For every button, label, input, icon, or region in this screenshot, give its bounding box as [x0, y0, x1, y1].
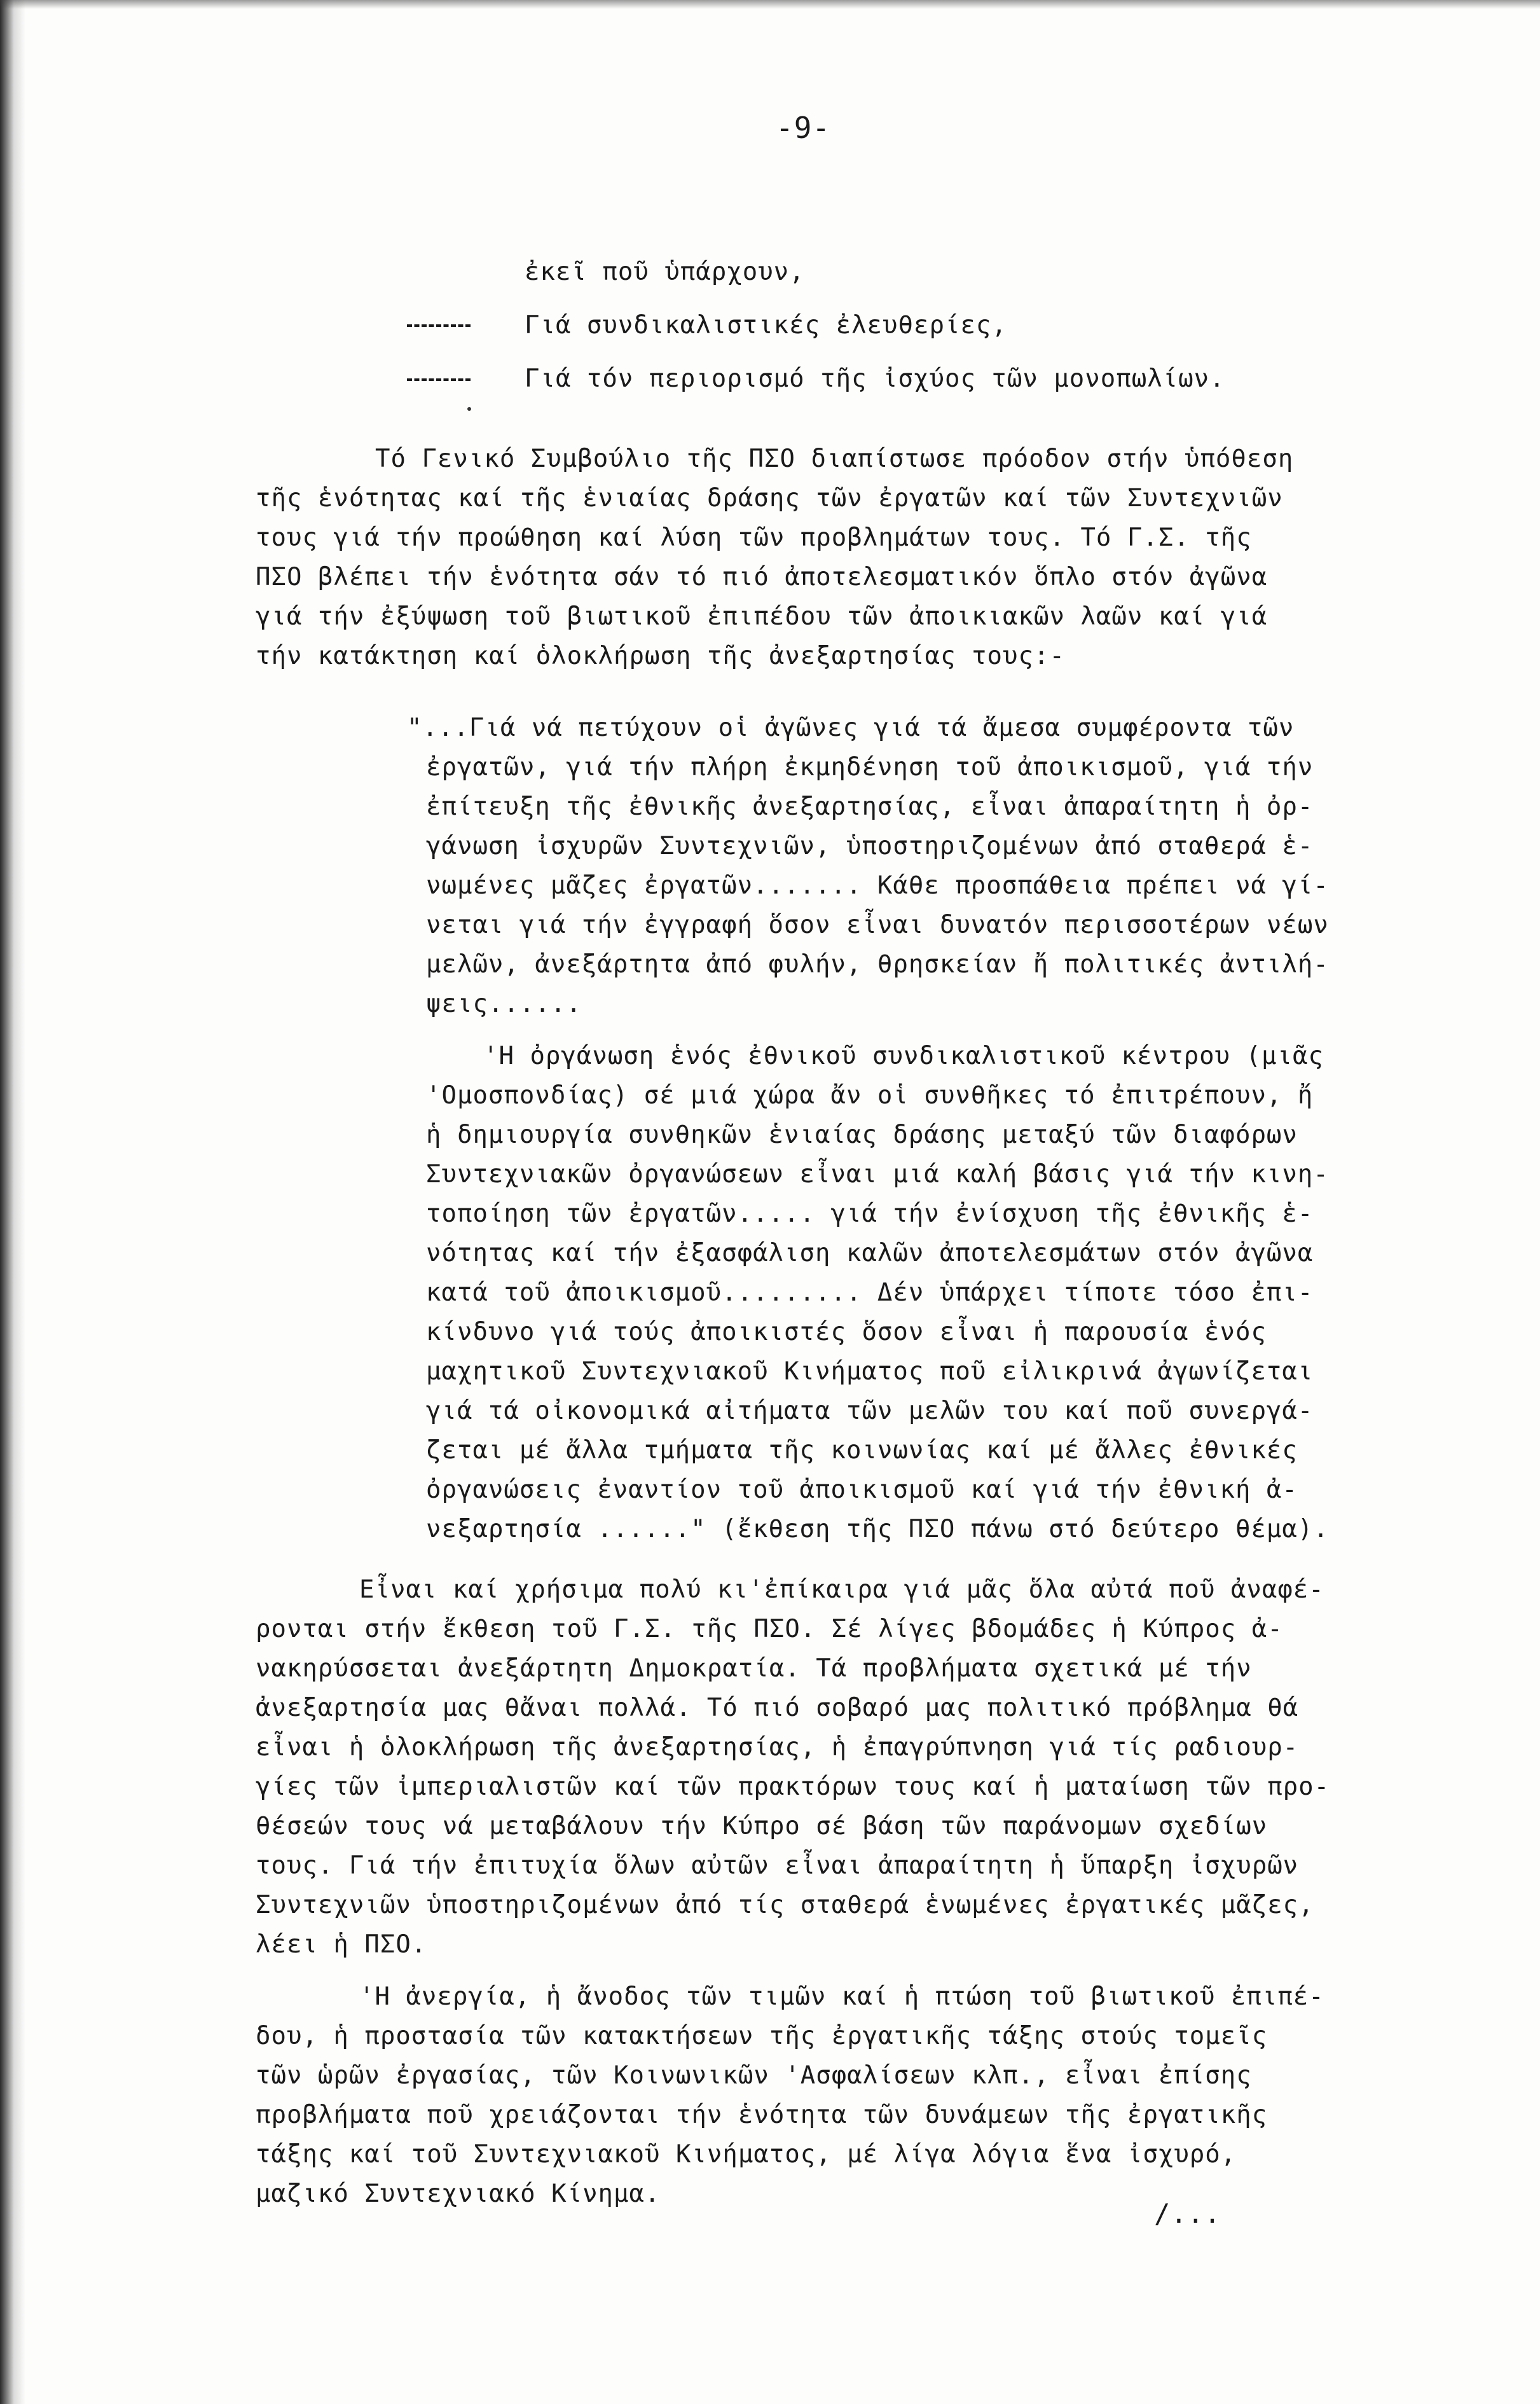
quote2-line: γιά τά οἰκονομικά αἰτήματα τῶν μελῶν του καί ποῦ συνεργά- — [426, 1397, 1314, 1425]
quote2-line: τοποίηση τῶν ἐργατῶν..... γιά τήν ἐνίσχυση τῆς ἐθνικῆς ἑ- — [426, 1199, 1314, 1228]
quote1-line: ψεις...... — [426, 990, 582, 1018]
paragraph2-line: εἶναι ἡ ὁλοκλήρωση τῆς ἀνεξαρτησίας, ἡ ἐπαγρύπνηση γιά τίς ραδιουρ- — [256, 1733, 1299, 1762]
scan-edge-shadow — [0, 0, 25, 2404]
scan-top-shadow — [0, 0, 1540, 9]
paragraph2-line: τους. Γιά τήν ἐπιτυχία ὅλων αὐτῶν εἶναι ἀπαραίτητη ἡ ὕπαρξη ἰσχυρῶν — [256, 1851, 1299, 1880]
quote1-line: ἐπίτευξη τῆς ἐθνικῆς ἀνεξαρτησίας, εἶναι ἀπαραίτητη ἡ ὀρ- — [426, 792, 1314, 821]
paragraph3-line: 'Η ἀνεργία, ἡ ἄνοδος τῶν τιμῶν καί ἡ πτώση τοῦ βιωτικοῦ ἐπιπέ- — [359, 1982, 1324, 2011]
continuation-mark: /... — [1154, 2198, 1221, 2229]
quote2-line: ἡ δημιουργία συνθηκῶν ἑνιαίας δράσης μεταξύ τῶν διαφόρων — [426, 1121, 1298, 1149]
quote2-line: κατά τοῦ ἀποικισμοῦ......... Δέν ὑπάρχει τίποτε τόσο ἐπι- — [426, 1278, 1314, 1307]
paragraph3-line: τῶν ὡρῶν ἐργασίας, τῶν Κοινωνικῶν 'Ασφαλίσεων κλπ., εἶναι ἐπίσης — [256, 2061, 1252, 2090]
bullet-dash — [407, 378, 471, 381]
paragraph3-line: μαζικό Συντεχνιακό Κίνημα. — [256, 2179, 661, 2208]
intro-line: Γιά συνδικαλιστικές ἐλευθερίες, — [525, 311, 1007, 340]
quote2-line: νεξαρτησία ......" (ἔκθεση τῆς ΠΣΟ πάνω στό δεύτερο θέμα). — [426, 1515, 1329, 1544]
paragraph2-line: γίες τῶν ἰμπεριαλιστῶν καί τῶν πρακτόρων τους καί ἡ ματαίωση τῶν προ- — [256, 1772, 1330, 1801]
quote1-line: ἐργατῶν, γιά τήν πλήρη ἐκμηδένηση τοῦ ἀποικισμοῦ, γιά τήν — [426, 753, 1314, 782]
paragraph2-line: ρονται στήν ἔκθεση τοῦ Γ.Σ. τῆς ΠΣΟ. Σέ λίγες βδομάδες ἡ Κύπρος ἀ- — [256, 1615, 1283, 1643]
paragraph3-line: προβλήματα ποῦ χρειάζονται τήν ἑνότητα τῶν δυνάμεων τῆς ἐργατικῆς — [256, 2101, 1268, 2129]
paragraph1-line: ΠΣΟ βλέπει τήν ἑνότητα σάν τό πιό ἀποτελεσματικόν ὅπλο στόν ἀγῶνα — [256, 563, 1268, 591]
paragraph2-line: ἀνεξαρτησία μας θἄναι πολλά. Τό πιό σοβαρό μας πολιτικό πρόβλημα θά — [256, 1694, 1299, 1722]
paragraph1-line: γιά τήν ἐξύψωση τοῦ βιωτικοῦ ἐπιπέδου τῶν ἀποικιακῶν λαῶν καί γιά — [256, 602, 1268, 631]
bullet-dash — [407, 324, 471, 327]
quote2-line: 'Ομοσπονδίας) σέ μιά χώρα ἄν οἱ συνθῆκες τό ἐπιτρέπουν, ἤ — [426, 1081, 1314, 1110]
quote1-line: "...Γιά νά πετύχουν οἱ ἀγῶνες γιά τά ἄμεσα συμφέροντα τῶν — [407, 714, 1295, 742]
quote1-line: γάνωση ἰσχυρῶν Συντεχνιῶν, ὑποστηριζομένων ἀπό σταθερά ἑ- — [426, 832, 1314, 860]
quote2-line: νότητας καί τήν ἐξασφάλιση καλῶν ἀποτελεσμάτων στόν ἀγῶνα — [426, 1239, 1314, 1268]
quote2-line: ὀργανώσεις ἐναντίον τοῦ ἀποικισμοῦ καί γιά τήν ἐθνική ἀ- — [426, 1475, 1298, 1504]
paragraph2-line: θέσεών τους νά μεταβάλουν τήν Κύπρο σέ βάση τῶν παράνομων σχεδίων — [256, 1812, 1268, 1841]
intro-line: Γιά τόν περιορισμό τῆς ἰσχύος τῶν μονοπωλίων. — [525, 364, 1225, 393]
quote2-line: Συντεχνιακῶν ὀργανώσεων εἶναι μιά καλή βάσις γιά τήν κινη- — [426, 1160, 1329, 1189]
paragraph1-line: Τό Γενικό Συμβούλιο τῆς ΠΣΟ διαπίστωσε πρόοδον στήν ὑπόθεση — [375, 445, 1294, 473]
paragraph2-line: λέει ἡ ΠΣΟ. — [256, 1930, 427, 1959]
paragraph2-line: Εἶναι καί χρήσιμα πολύ κι'ἐπίκαιρα γιά μᾶς ὅλα αὐτά ποῦ ἀναφέ- — [359, 1575, 1324, 1604]
quote2-line: κίνδυνο γιά τούς ἀποικιστές ὅσον εἶναι ἡ παρουσία ἑνός — [426, 1318, 1267, 1346]
paragraph1-line: τῆς ἑνότητας καί τῆς ἑνιαίας δράσης τῶν ἐργατῶν καί τῶν Συντεχνιῶν — [256, 484, 1283, 513]
paragraph2-line: νακηρύσσεται ἀνεξάρτητη Δημοκρατία. Τά προβλήματα σχετικά μέ τήν — [256, 1654, 1252, 1683]
paragraph1-line: τους γιά τήν προώθηση καί λύση τῶν προβλημάτων τους. Τό Γ.Σ. τῆς — [256, 523, 1252, 552]
quote2-line: μαχητικοῦ Συντεχνιακοῦ Κινήματος ποῦ εἰλικρινά ἀγωνίζεται — [426, 1357, 1314, 1386]
paragraph3-line: δου, ἡ προστασία τῶν κατακτήσεων τῆς ἐργατικῆς τάξης στούς τομεῖς — [256, 2022, 1268, 2050]
quote2-line: ζεται μέ ἄλλα τμήματα τῆς κοινωνίας καί μέ ἄλλες ἐθνικές — [426, 1436, 1298, 1465]
intro-line: ἐκεῖ ποῦ ὑπάρχουν, — [525, 258, 805, 286]
page-number: -9- — [776, 111, 831, 145]
quote1-line: νωμένες μᾶζες ἐργατῶν....... Κάθε προσπάθεια πρέπει νά γί- — [426, 871, 1329, 900]
quote2-line: 'Η ὀργάνωση ἑνός ἐθνικοῦ συνδικαλιστικοῦ κέντρου (μιᾶς — [483, 1042, 1324, 1070]
paragraph3-line: τάξης καί τοῦ Συντεχνιακοῦ Κινήματος, μέ λίγα λόγια ἕνα ἰσχυρό, — [256, 2140, 1237, 2169]
paragraph2-line: Συντεχνιῶν ὑποστηριζομένων ἀπό τίς σταθερά ἑνωμένες ἐργατικές μᾶζες, — [256, 1891, 1314, 1919]
ink-speck — [467, 407, 471, 411]
quote1-line: μελῶν, ἀνεξάρτητα ἀπό φυλήν, θρησκείαν ἤ πολιτικές ἀντιλή- — [426, 950, 1329, 979]
paragraph1-line: τήν κατάκτηση καί ὁλοκλήρωση τῆς ἀνεξαρτησίας τους:- — [256, 642, 1065, 670]
quote1-line: νεται γιά τήν ἐγγραφή ὅσον εἶναι δυνατόν περισσοτέρων νέων — [426, 911, 1329, 939]
